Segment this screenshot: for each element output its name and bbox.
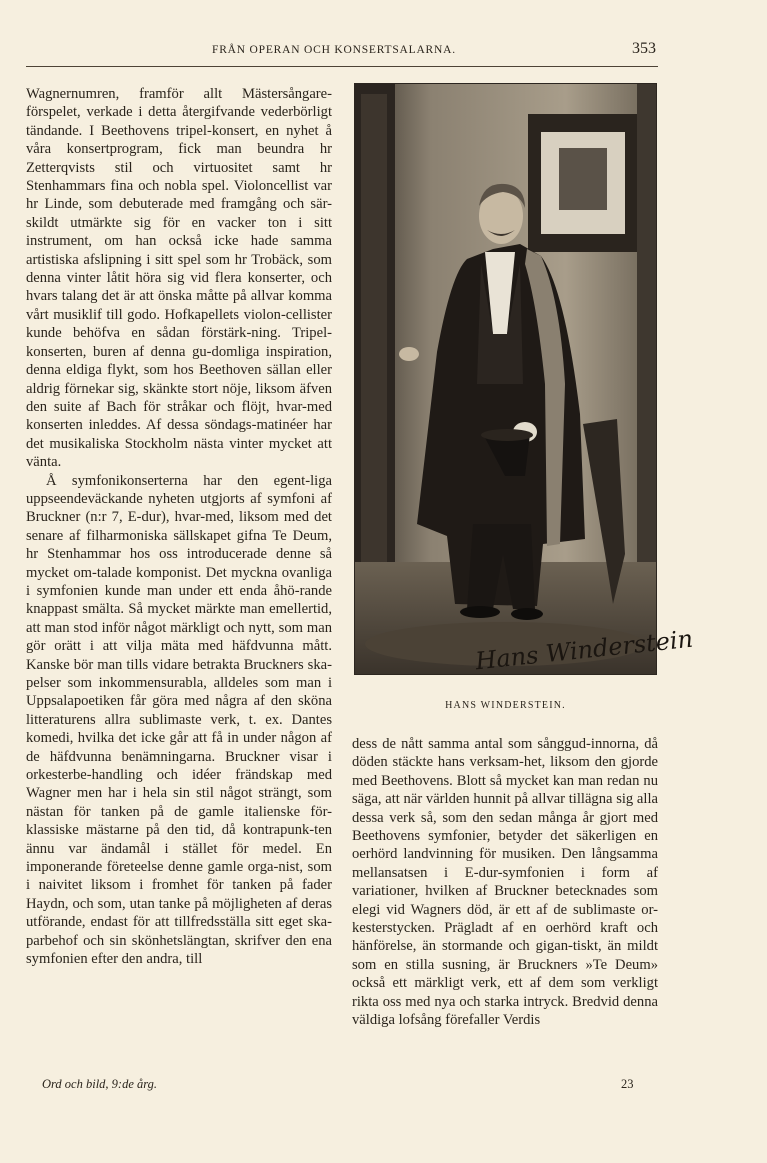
portrait-illustration <box>355 84 656 674</box>
portrait-photograph <box>354 83 695 676</box>
figure-caption: HANS WINDERSTEIN. <box>445 700 566 711</box>
left-paragraph-2: Å symfonikonserterna har den egent-liga uppseendeväckande nyheten utgjorts af symfoni af Bruckner (n:r 7, E-dur), hvar-med, liksom med det senare af filharmoniska sällskapet gifna Te Deum, hr Stenhammar hos oss introducerade denne så mycket om-talade komponist. Det myckna ovanliga i symfonien kunde man under ett enda åhö-rande knappast smälta. Så mycket märkte man emellertid, att man stod inför något märkligt och nytt, som man gör orätt i att vilja mäta med häfdvunna mått. Kanske bör man tills vidare betrakta Bruckners ska-pelser som inkommensurabla, alldeles som man i Uppsalapoetiken får göra med några af den sköna litteraturens allra sublimaste verk, t. ex. Dantes komedi, hvilka det icke går att få in under någon af de häfdvunna benämningarna. Bruckner visar i orkesterbe-handling och idéer frändskap med Wagner men har i hela sin stil något strängt, som nästan för tanken på de gamle italienske för-klassiske mästarne på den tid, då kontrapunk-ten ännu var ändamål i stället för medel. En imponerande företeelse denne gamle orga-nist, som i naivitet liksom i fromhet för tanken på fader Haydn, och som, utan tanke på möjligheten af deras utförande, endast för att tillfredsställa sitt eget ska-parbehof och sin skönhetslängtan, skrifver den ena symfonien efter den andra, till <box>26 472 332 968</box>
footer-source: Ord och bild, 9:de årg. <box>42 1077 158 1091</box>
portrait-signature: Hans Winderstein <box>474 624 695 676</box>
page-number: 353 <box>632 40 656 57</box>
right-column <box>352 735 658 1030</box>
right-paragraph-1: dess de nått samma antal som sånggud-innorna, då döden stäckte hans verksam-het, liksom den gjorde med Beethovens. Blott så mycket kan man redan nu säga, att när världen hunnit på allvar tillägna sig alla dessa verk så, som den sedan många år gjort med Beethovens symfonier, betyder det säkerligen en oerhörd landvinning för musiken. Den långsamma mellansatsen i E-dur-symfonien i form af variationer, hvilken af Bruckner betecknades som elegi vid Wagners död, är ett af de sublimaste or-kesterstycken. Prägladt af en oerhörd kraft och hänförelse, än stormande och gigan-tiskt, än mildt som en stilla susning, är Bruckners »Te Deum» också ett märkligt verk, ett af dem som verkligt rikta oss med nya och starka intryck. Bredvid denna väldiga lofsång förefaller Verdis <box>352 736 658 1029</box>
header-rule <box>26 66 658 67</box>
running-title: FRÅN OPERAN OCH KONSERTSALARNA. <box>212 44 456 56</box>
footer-signature-number: 23 <box>621 1077 634 1091</box>
left-column <box>26 85 332 969</box>
left-paragraph-1: Wagnernumren, framför allt Mästersångare-förspelet, verkade i detta återgifvande vederbörligt tändande. I Beethovens tripel-konsert, en nyhet å våra konsertprogram, fick man beundra hr Zetterqvists stil och virtuositet samt hr Stenhammars fina och nobla spel. Violoncellist var hr Linde, som debuterade med framgång och sär-skildt utmärkte sig för en vacker ton i sitt instrument, om han också icke hade samma artistiska afslipning i sitt spel som hr Trobäck, som denna vinter låtit höra sig vid flera konserter, och hvars talang det är att önska måtte på allvar komma vårt musiklif till godo. Hofkapellets violon-cellister kunde behöfva en sådan förstärk-ning. Tripel-konserten, buren af denna gu-domliga inspiration, denna eldiga flykt, som hos Beethoven sällan eller aldrig förnekar sig, skänkte stort nöje, liksom äfven den suite af Bach för stråkar och flöjt, hvar-med konserten inleddes. Af dessa söndags-matinéer har det musikaliska Stockholm nästa vinter mycket att vänta. <box>26 86 332 471</box>
